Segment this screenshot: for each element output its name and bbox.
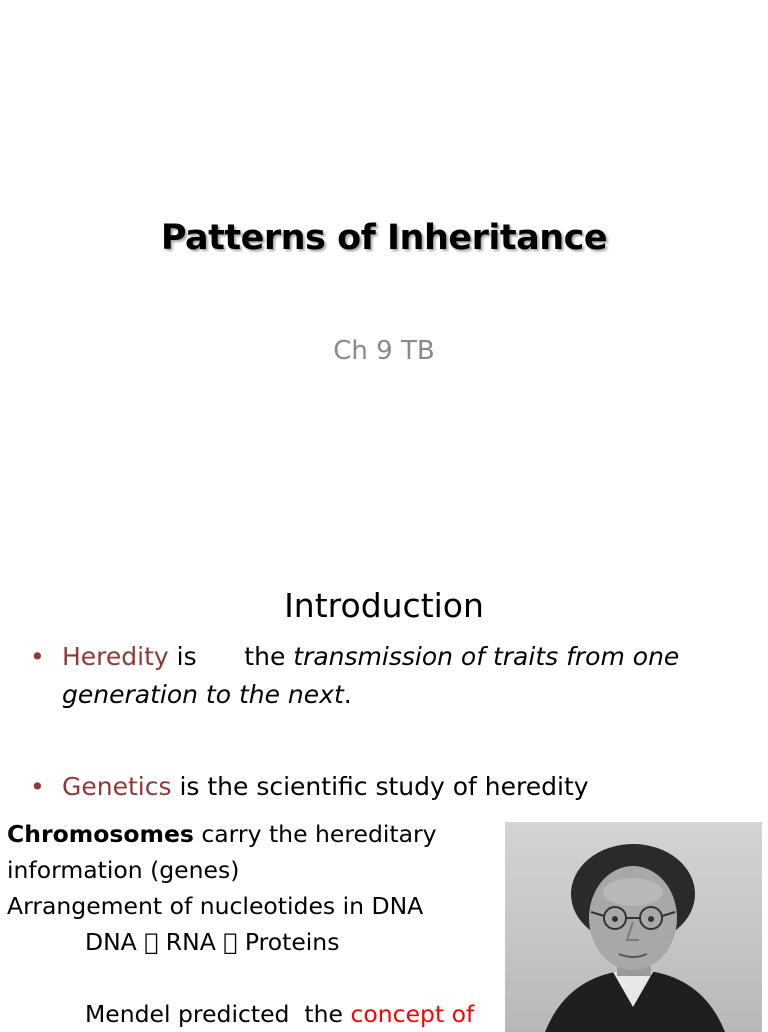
body-line-5 [7,996,497,1032]
bullet-text [62,638,722,714]
body-line-1-rest: carry the hereditary [193,820,437,848]
bullet-text [62,768,722,806]
term-genetics: Genetics [62,772,172,801]
bullet-period: . [343,680,352,709]
heredity-definition: transmission of traits from one generation to the next [62,642,680,709]
slide-subtitle: Ch 9 TB [333,336,435,366]
introduction-slide [0,576,768,1028]
mendel-portrait [505,822,762,1032]
concept-highlight: concept of [350,1000,475,1028]
term-heredity: Heredity [62,642,169,671]
body-line-5-start: Mendel predicted the [85,1000,351,1028]
body-text-block [7,816,497,1032]
genetics-definition: is the scientific study of heredity [171,772,589,801]
body-line-4: DNA   RNA   Proteins [85,928,340,956]
intro-heading: Introduction [284,586,484,625]
bullet-dot-icon: • [30,772,45,801]
body-line-3: Arrangement of nucleotides in DNA [7,892,424,920]
term-chromosomes: Chromosomes [7,820,194,848]
bullet-connector: is the [168,642,294,671]
portrait-illustration [505,822,762,1032]
body-line-2: information (genes) [7,856,240,884]
body-line-1 [7,816,497,852]
slide-title: Patterns of Inheritance [160,218,608,258]
bullet-dot-icon: • [30,642,45,671]
body-line-blank [7,960,497,996]
